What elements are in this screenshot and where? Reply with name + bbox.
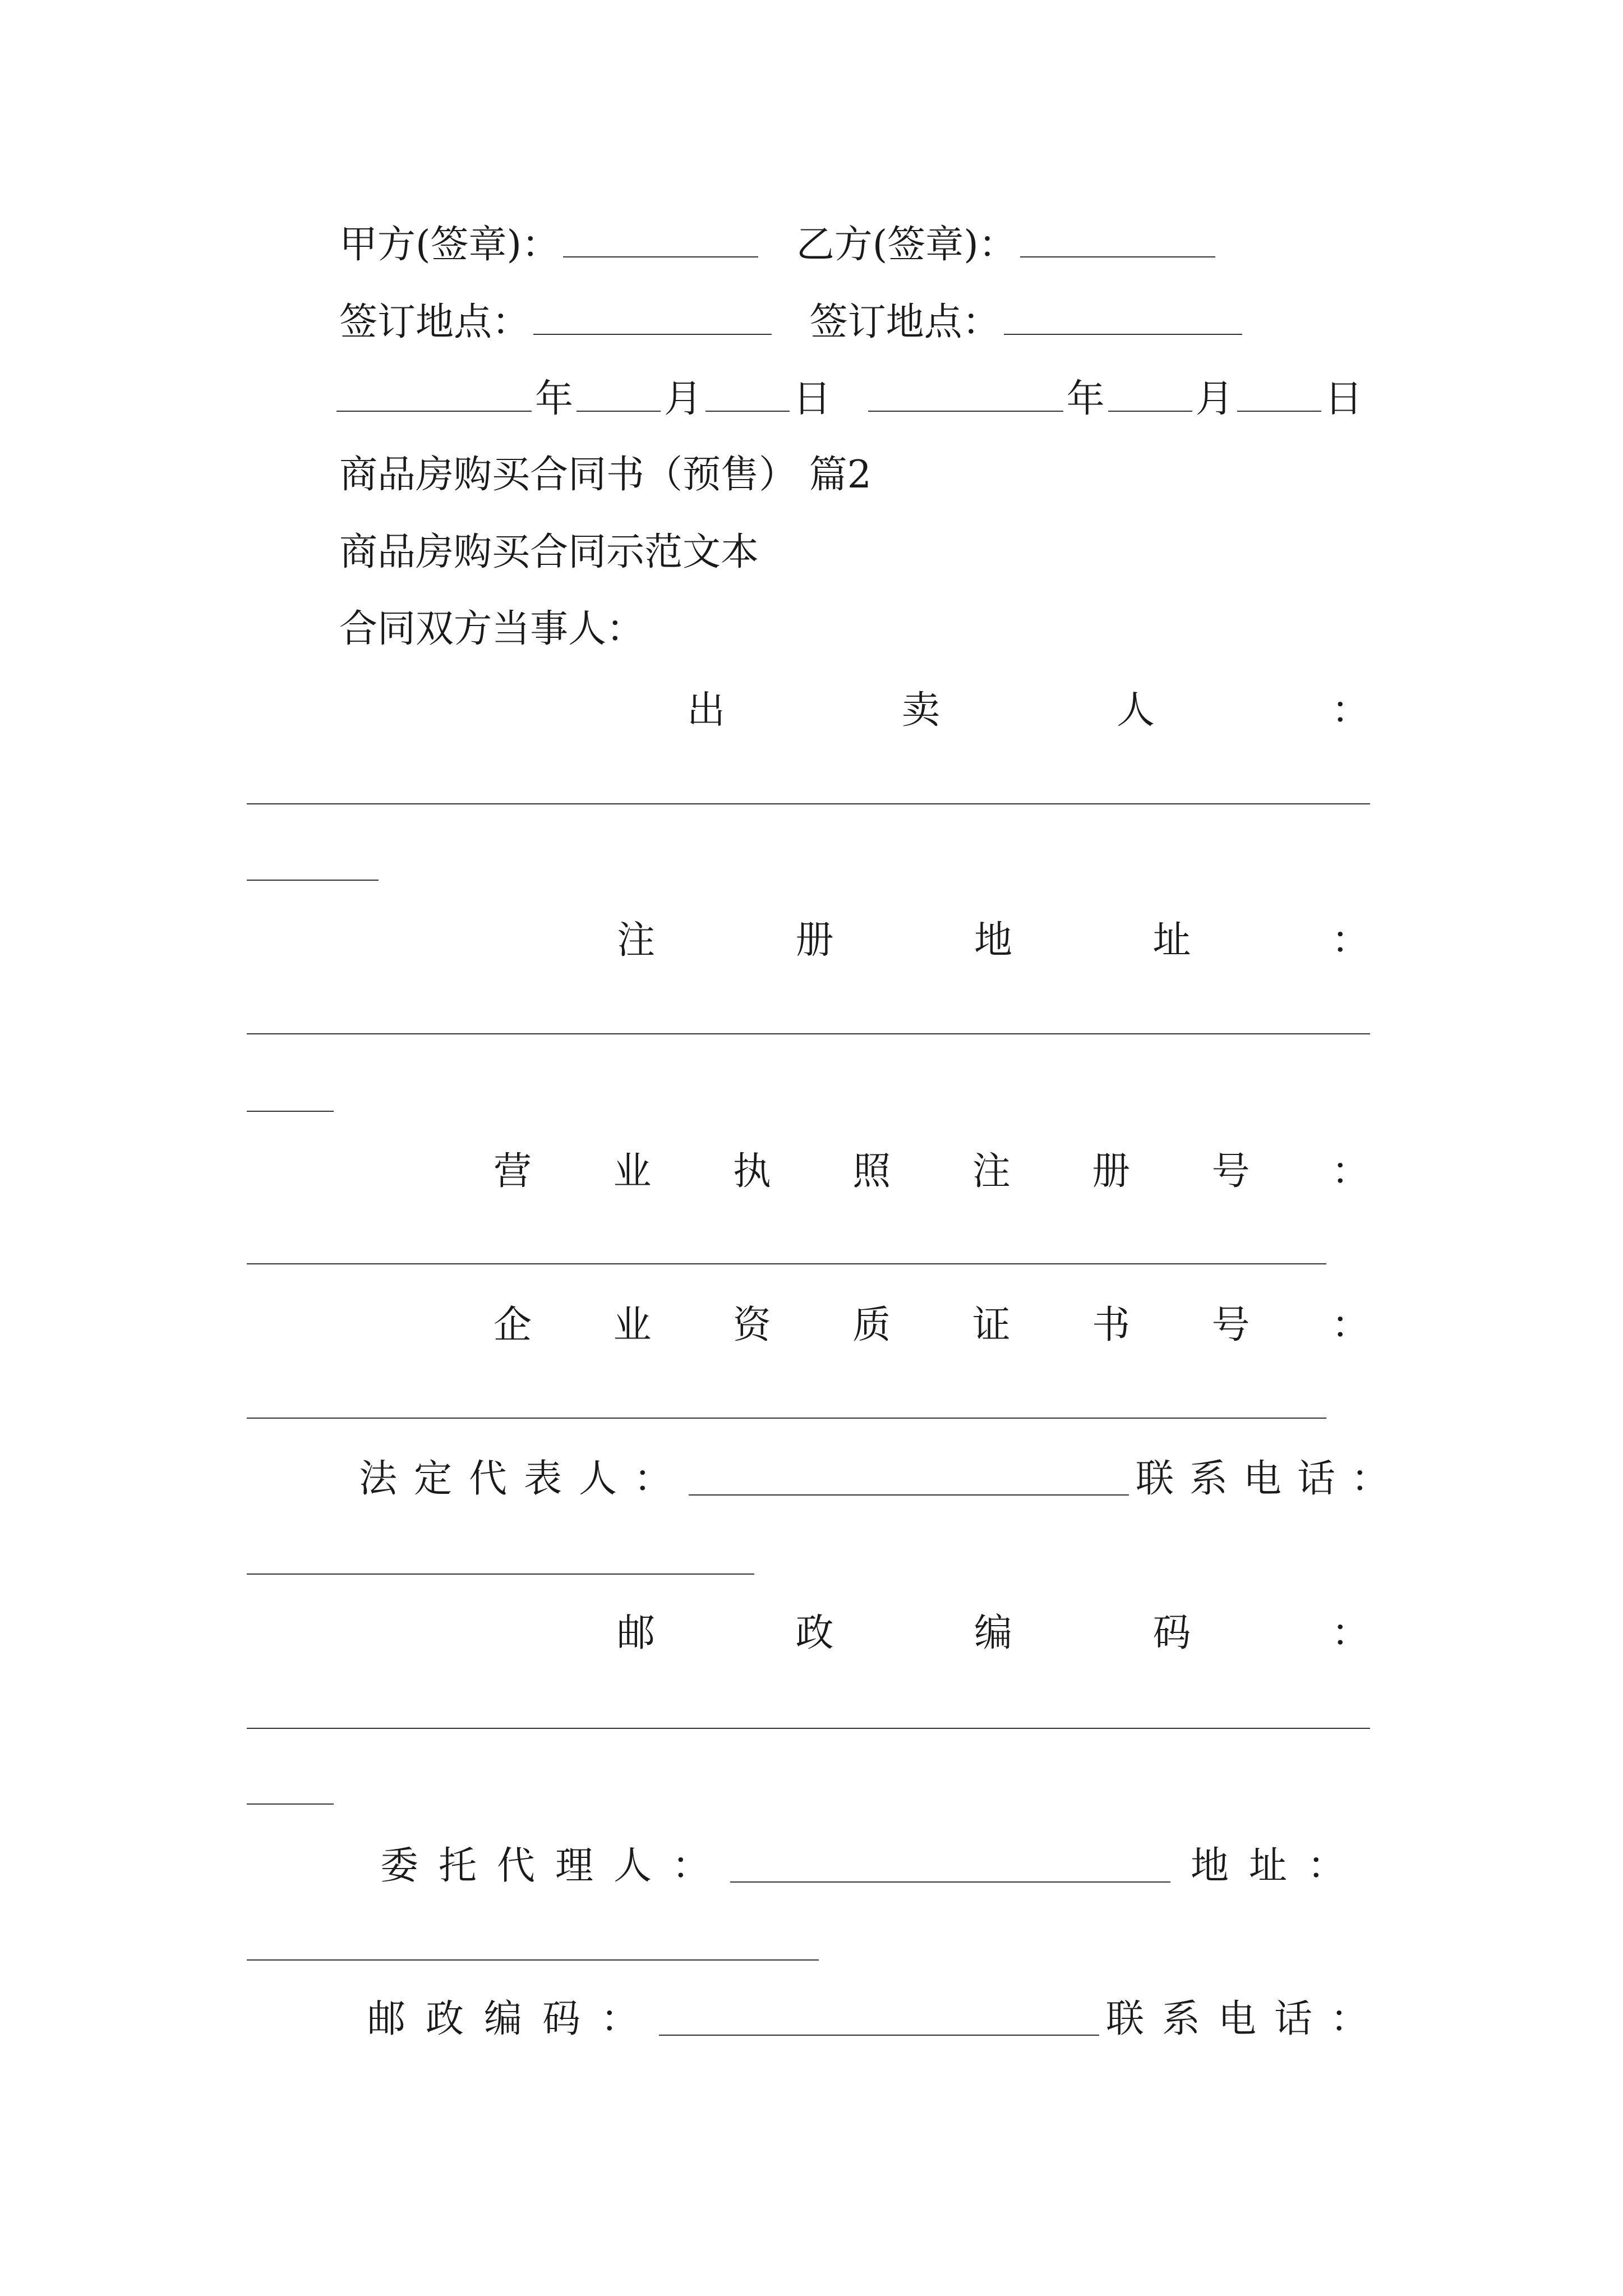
agent-address-label: 地址： [1191, 1843, 1366, 1888]
postal-phone-row [367, 1987, 1386, 2044]
party-a-blank[interactable] [563, 216, 758, 257]
year-a-label: 年 [535, 377, 574, 421]
postal-code-label: 邮 政 编 码 ： [617, 1611, 1370, 1655]
legal-rep-blank[interactable] [689, 1455, 1129, 1496]
signing-place-row [339, 293, 1246, 349]
registered-address-blank-line[interactable] [247, 1033, 1370, 1034]
month-a-blank[interactable] [577, 370, 661, 412]
signature-row [339, 216, 1219, 272]
business-license-label: 营 业 执 照 注 册 号 ： [494, 1149, 1370, 1194]
month-b-blank[interactable] [1108, 370, 1192, 412]
qualification-cert-blank-line[interactable] [247, 1418, 1326, 1419]
place-b-label: 签订地点： [809, 300, 1000, 344]
day-a-label: 日 [793, 377, 832, 421]
year-b-blank[interactable] [868, 370, 1063, 412]
party-b-blank[interactable] [1020, 216, 1215, 257]
legal-rep-label: 法定代表人： [359, 1456, 689, 1501]
postal-code-inline-label: 邮政编码： [367, 1996, 660, 2041]
legal-rep-phone-label: 联系电话： [1136, 1456, 1405, 1501]
party-a-label: 甲方(签章)： [339, 223, 560, 267]
registered-address-label: 注 册 地 址 ： [617, 918, 1370, 963]
date-row [336, 370, 1363, 426]
year-a-blank[interactable] [336, 370, 532, 412]
legal-rep-row [359, 1447, 1405, 1503]
month-b-label: 月 [1195, 377, 1234, 421]
agent-address-blank-line[interactable] [247, 1959, 819, 1961]
contract-subtitle: 商品房购买合同示范文本 [339, 530, 759, 574]
postal-phone-label: 联系电话： [1106, 1996, 1387, 2041]
place-b-blank[interactable] [1004, 293, 1242, 335]
day-a-blank[interactable] [706, 370, 790, 412]
postal-code-inline-blank[interactable] [659, 1995, 1099, 2036]
party-b-label: 乙方(签章)： [796, 223, 1017, 267]
qualification-cert-label: 企 业 资 质 证 书 号 ： [494, 1303, 1370, 1347]
postal-code-blank-line[interactable] [247, 1728, 1370, 1729]
postal-code-blank-line-cont[interactable] [247, 1803, 334, 1805]
business-license-blank-line[interactable] [247, 1263, 1326, 1264]
seller-blank-line[interactable] [247, 803, 1370, 804]
agent-row [380, 1834, 1366, 1890]
day-b-blank[interactable] [1237, 370, 1321, 412]
seller-blank-line-cont[interactable] [247, 880, 379, 881]
agent-blank[interactable] [730, 1842, 1170, 1883]
day-b-label: 日 [1324, 377, 1363, 421]
place-a-blank[interactable] [533, 293, 772, 335]
section-heading: 商品房购买合同书（预售） 篇2 [339, 453, 872, 497]
agent-label: 委托代理人： [380, 1843, 731, 1888]
year-b-label: 年 [1066, 377, 1105, 421]
place-a-label: 签订地点： [339, 300, 531, 344]
registered-address-blank-line-cont[interactable] [247, 1111, 334, 1112]
month-a-label: 月 [664, 377, 703, 421]
legal-rep-phone-blank-line[interactable] [247, 1573, 754, 1575]
parties-intro: 合同双方当事人： [339, 607, 645, 651]
seller-label: 出 卖 人 ： [687, 688, 1370, 733]
